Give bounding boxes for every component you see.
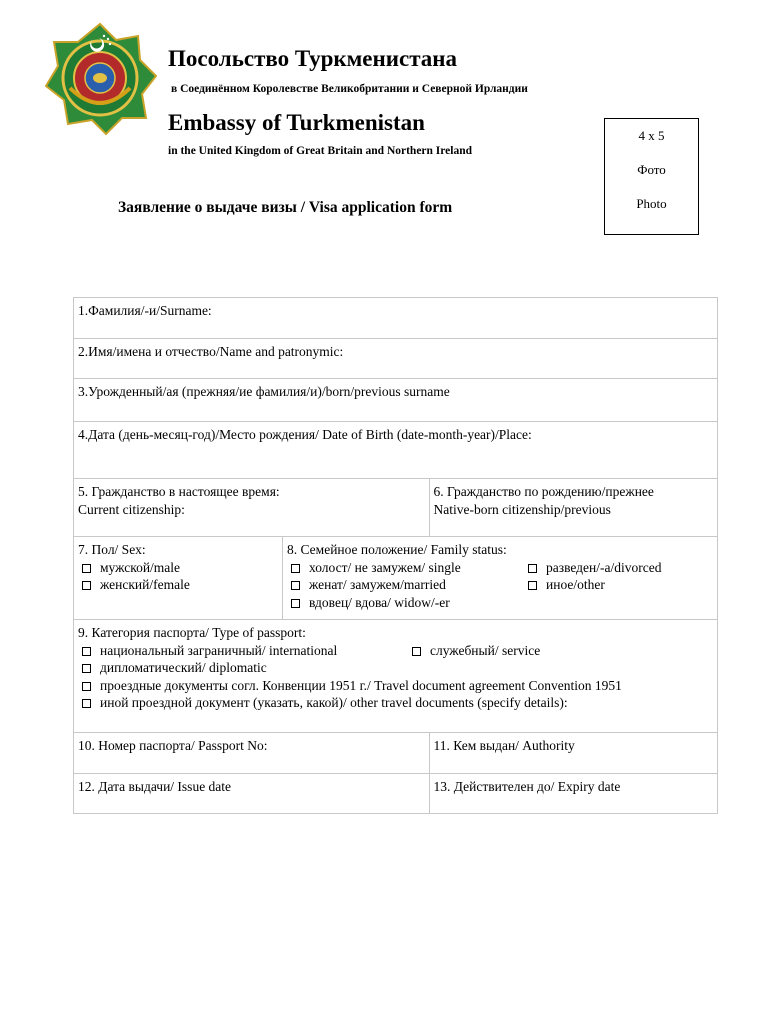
embassy-title-ru: Посольство Туркменистана xyxy=(168,46,458,71)
photo-label-ru: Фото xyxy=(637,162,666,177)
application-form xyxy=(73,297,718,814)
checkbox-icon[interactable] xyxy=(291,564,300,573)
native-citizenship-field[interactable] xyxy=(429,479,718,537)
passport-type-option[interactable]: национальный заграничный/ international xyxy=(78,642,408,660)
passport-type-field xyxy=(74,620,718,733)
passport-type-option[interactable]: иной проездной документ (указать, какой)/ other travel documents (specify details): xyxy=(78,694,714,712)
native-citizenship-label-ru: 6. Гражданство по рождению/прежнее xyxy=(433,484,654,499)
photo-label-en: Photo xyxy=(636,196,667,211)
passport-type-label: 9. Категория паспорта/ Type of passport: xyxy=(78,625,306,640)
sex-label: 7. Пол/ Sex: xyxy=(78,542,146,557)
family-status-option[interactable]: холост/ не замужем/ single xyxy=(287,559,524,577)
current-citizenship-label-ru: 5. Гражданство в настоящее время: xyxy=(78,484,280,499)
photo-size: 4 x 5 xyxy=(638,128,665,143)
embassy-subtitle-ru: в Соединённом Королевстве Великобритании и Северной Ирландии xyxy=(171,83,528,95)
birth-date-place-label: 4.Дата (день-месяц-год)/Место рождения/ Date of Birth (date-month-year)/Place: xyxy=(78,427,532,442)
birth-date-place-field[interactable] xyxy=(74,422,718,479)
passport-number-field[interactable] xyxy=(74,733,430,774)
authority-label: 11. Кем выдан/ Authority xyxy=(433,738,575,753)
issue-date-label: 12. Дата выдачи/ Issue date xyxy=(78,779,232,794)
sex-option[interactable]: мужской/male xyxy=(78,559,279,577)
authority-field[interactable] xyxy=(429,733,718,774)
checkbox-icon[interactable] xyxy=(528,564,537,573)
checkbox-icon[interactable] xyxy=(82,647,91,656)
checkbox-icon[interactable] xyxy=(82,581,91,590)
previous-surname-label: 3.Урожденный/ая (прежняя/ие фамилия/и)/born/previous surname xyxy=(78,384,450,399)
checkbox-icon[interactable] xyxy=(291,581,300,590)
form-title: Заявление о выдаче визы / Visa application form xyxy=(118,199,453,216)
expiry-date-label: 13. Действителен до/ Expiry date xyxy=(433,779,621,794)
current-citizenship-label-en: Current citizenship: xyxy=(78,501,185,517)
checkbox-icon[interactable] xyxy=(528,581,537,590)
name-field[interactable] xyxy=(74,339,718,379)
checkbox-icon[interactable] xyxy=(291,599,300,608)
embassy-title-en: Embassy of Turkmenistan xyxy=(168,110,425,135)
family-status-option[interactable]: разведен/-a/divorced xyxy=(524,559,662,577)
family-status-option[interactable]: иное/other xyxy=(524,576,605,594)
passport-type-option[interactable]: служебный/ service xyxy=(408,642,540,660)
surname-label: 1.Фамилия/-и/Surname: xyxy=(78,303,212,318)
previous-surname-field[interactable] xyxy=(74,379,718,422)
family-status-option[interactable]: вдовец/ вдова/ widow/-er xyxy=(287,594,714,612)
family-status-label: 8. Семейное положение/ Family status: xyxy=(287,542,507,557)
checkbox-icon[interactable] xyxy=(82,664,91,673)
passport-type-option[interactable]: проездные документы согл. Конвенции 1951 г./ Travel document agreement Convention 1951 xyxy=(78,677,714,695)
family-status-option[interactable]: женат/ замужем/married xyxy=(287,576,524,594)
current-citizenship-field[interactable] xyxy=(74,479,430,537)
surname-field[interactable] xyxy=(74,298,718,339)
native-citizenship-label-en: Native-born citizenship/previous xyxy=(433,501,611,517)
photo-box xyxy=(604,118,699,235)
name-label: 2.Имя/имена и отчество/Name and patronymic: xyxy=(78,344,344,359)
expiry-date-field[interactable] xyxy=(429,774,718,814)
checkbox-icon[interactable] xyxy=(82,699,91,708)
passport-number-label: 10. Номер паспорта/ Passport No: xyxy=(78,738,268,753)
family-status-field xyxy=(283,537,718,620)
sex-field xyxy=(74,537,283,620)
embassy-subtitle-en: in the United Kingdom of Great Britain and Northern Ireland xyxy=(168,145,473,157)
passport-type-option[interactable]: дипломатический/ diplomatic xyxy=(78,659,714,677)
checkbox-icon[interactable] xyxy=(82,564,91,573)
turkmenistan-emblem-icon xyxy=(40,20,160,140)
issue-date-field[interactable] xyxy=(74,774,430,814)
sex-option[interactable]: женский/female xyxy=(78,576,279,594)
checkbox-icon[interactable] xyxy=(412,647,421,656)
checkbox-icon[interactable] xyxy=(82,682,91,691)
